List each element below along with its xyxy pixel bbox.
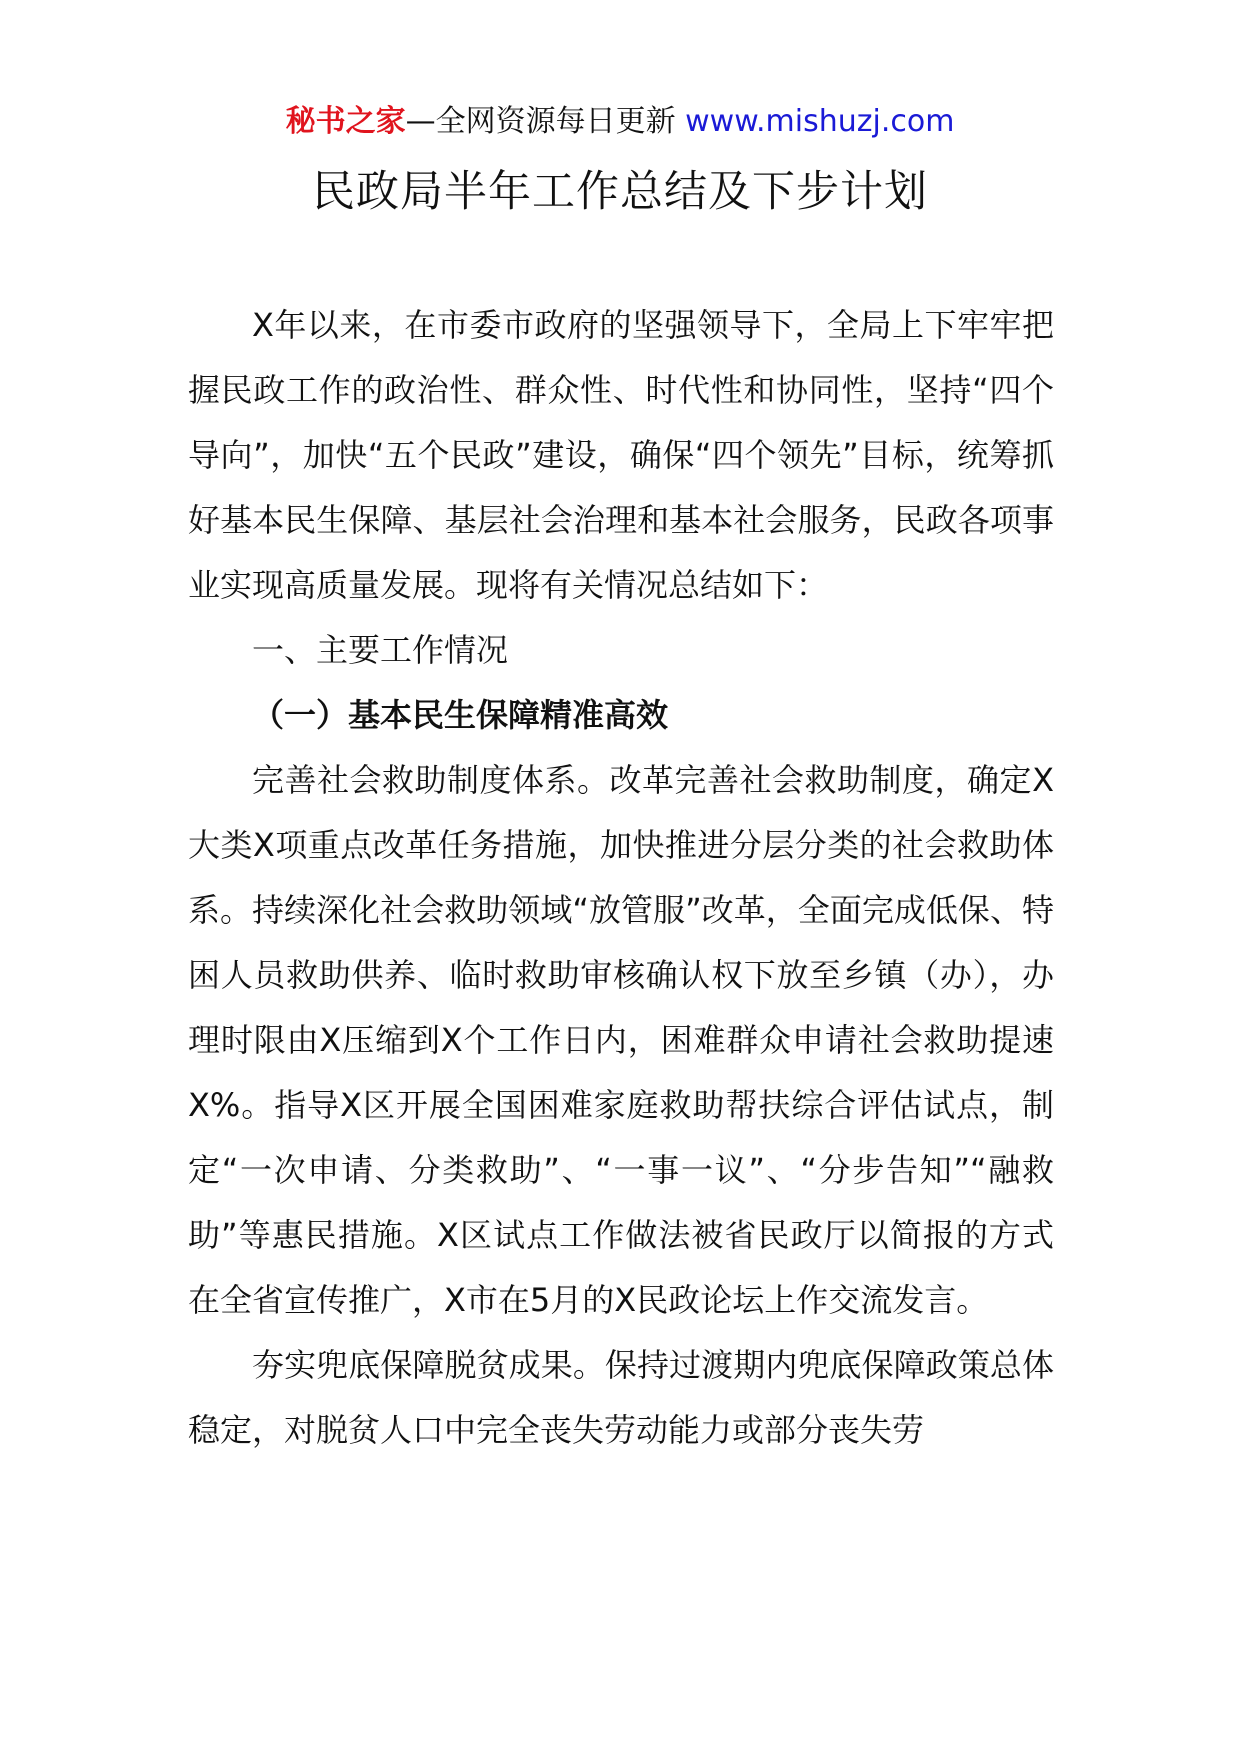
intro-paragraph: X年以来，在市委市政府的坚强领导下，全局上下牢牢把握民政工作的政治性、群众性、时代性和协同性，坚持“四个导向”，加快“五个民政”建设，确保“四个领先”目标，统筹抓好基本民生保障、基层社会治理和基本社会服务，民政各项事业实现高质量发展。现将有关情况总结如下： (188, 306, 1054, 604)
body-paragraph: 夯实兜底保障脱贫成果。保持过渡期内兜底保障政策总体稳定，对脱贫人口中完全丧失劳动能力或部分丧失劳 (188, 1346, 1054, 1449)
site-header (0, 100, 1240, 144)
body-paragraph: 完善社会救助制度体系。改革完善社会救助制度，确定X大类X项重点改革任务措施，加快推进分层分类的社会救助体系。持续深化社会救助领域“放管服”改革，全面完成低保、特困人员救助供养、临时救助审核确认权下放至乡镇（办），办理时限由X压缩到X个工作日内，困难群众申请社会救助提速X%。指导X区开展全国困难家庭救助帮扶综合评估试点，制定“一次申请、分类救助”、“一事一议”、“分步告知”“融救助”等惠民措施。X区试点工作做法被省民政厅以简报的方式在全省宣传推广，X市在5月的X民政论坛上作交流发言。 (188, 761, 1054, 1319)
document-body (188, 293, 1054, 1463)
brand-name[interactable]: 秘书之家 (285, 104, 406, 139)
subsection-heading: （一）基本民生保障精准高效 (252, 696, 669, 734)
document-title: 民政局半年工作总结及下步计划 (312, 167, 928, 217)
header-tagline: —全网资源每日更新 (405, 104, 676, 139)
site-url-link[interactable]: www.mishuzj.com (685, 104, 955, 139)
section-heading: 一、主要工作情况 (252, 631, 509, 669)
